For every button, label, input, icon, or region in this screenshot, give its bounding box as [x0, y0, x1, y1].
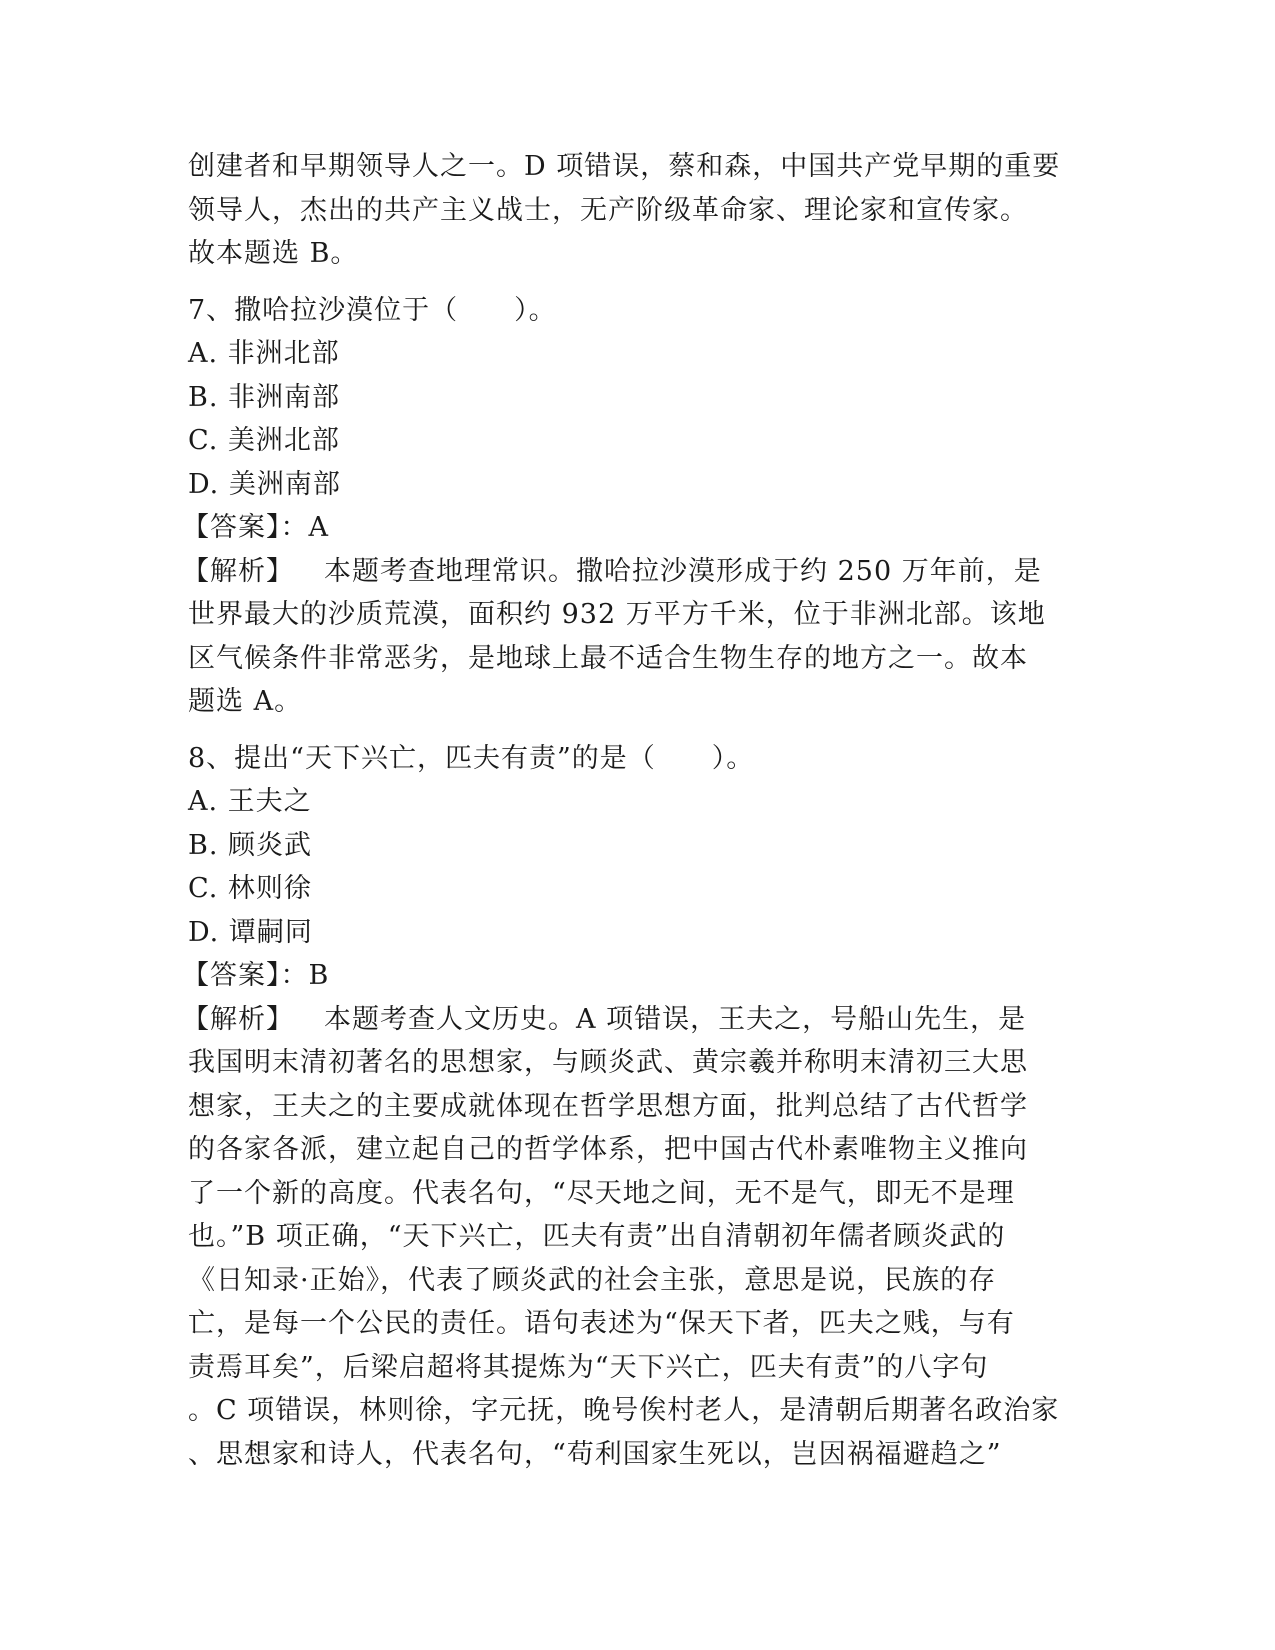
analysis-text: 也。”B 项正确，“天下兴亡，匹夫有责”出自清朝初年儒者顾炎武的	[188, 1221, 1006, 1252]
option-d: D. 美洲南部	[188, 468, 341, 500]
answer-tag: 【答案】	[182, 512, 281, 543]
analysis-text: 《日知录·正始》，代表了顾炎武的社会主张，意思是说，民族的存	[188, 1264, 997, 1296]
text-line: 创建者和早期领导人之一。D 项错误，蔡和森，中国共产党早期的重要	[188, 151, 1061, 182]
analysis-text: 想家，王夫之的主要成就体现在哲学思想方面，批判总结了古代哲学	[188, 1090, 1028, 1122]
analysis-text: 、思想家和诗人，代表名句，“苟利国家生死以，岂因祸福避趋之”	[188, 1438, 1002, 1470]
analysis-text: 世界最大的沙质荒漠，面积约 932 万平方千米，位于非洲北部。该地	[188, 599, 1046, 630]
option-b: B. 顾炎武	[188, 829, 313, 861]
option-b: B. 非洲南部	[188, 381, 341, 413]
answer-tag: 【答案】	[182, 960, 281, 991]
analysis-line	[182, 550, 1088, 594]
question-8	[182, 737, 1088, 1477]
analysis-text: 了一个新的高度。代表名句，“尽天地之间，无不是气，即无不是理	[188, 1177, 1015, 1209]
answer-value: ：B	[280, 960, 330, 991]
option-a: A. 非洲北部	[188, 338, 340, 369]
option-c: C. 美洲北部	[188, 425, 340, 456]
analysis-text: 题选 A。	[188, 686, 303, 717]
analysis-tag: 【解析】	[182, 1003, 294, 1035]
answer-line	[182, 954, 1088, 998]
analysis-text: 本题考查人文历史。A 项错误，王夫之，号船山先生，是	[324, 1003, 1027, 1035]
analysis-text: 本题考查地理常识。撒哈拉沙漠形成于约 250 万年前，是	[324, 555, 1042, 587]
text-line: 领导人，杰出的共产主义战士，无产阶级革命家、理论家和宣传家。	[188, 194, 1028, 226]
analysis-text: 责焉耳矣”，后梁启超将其提炼为“天下兴亡，匹夫有责”的八字句	[188, 1351, 989, 1383]
question-stem: 7、撒哈拉沙漠位于（ ）。	[188, 294, 557, 326]
answer-value: ：A	[280, 512, 329, 543]
analysis-text: 。C 项错误，林则徐，字元抚，晚号俟村老人，是清朝后期著名政治家	[188, 1395, 1060, 1426]
analysis-line	[182, 998, 1088, 1042]
document-body	[182, 145, 1088, 1476]
option-d: D. 谭嗣同	[188, 916, 313, 948]
text-line: 故本题选 B。	[188, 238, 359, 269]
answer-line	[182, 506, 1088, 550]
option-c: C. 林则徐	[188, 873, 312, 904]
analysis-text: 的各家各派，建立起自己的哲学体系，把中国古代朴素唯物主义推向	[188, 1134, 1028, 1165]
question-7	[182, 289, 1088, 724]
option-a: A. 王夫之	[188, 786, 312, 817]
analysis-tag: 【解析】	[182, 555, 294, 587]
analysis-text: 我国明末清初著名的思想家，与顾炎武、黄宗羲并称明末清初三大思	[188, 1047, 1028, 1078]
analysis-text: 亡，是每一个公民的责任。语句表述为“保天下者，匹夫之贱，与有	[188, 1308, 1015, 1339]
analysis-text: 区气候条件非常恶劣，是地球上最不适合生物生存的地方之一。故本	[188, 642, 1028, 674]
question-stem: 8、提出“天下兴亡，匹夫有责”的是（ ）。	[188, 742, 755, 774]
